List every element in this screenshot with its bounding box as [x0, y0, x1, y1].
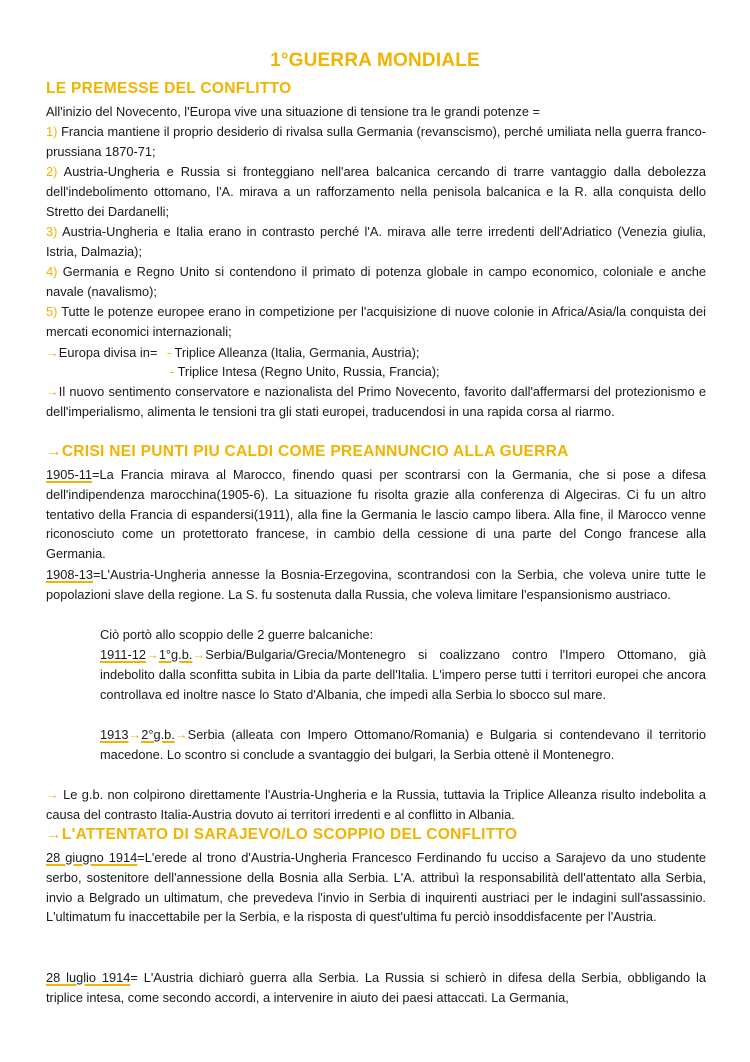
list-item [46, 122, 706, 162]
section-heading-premesse: LE PREMESSE DEL CONFLITTO [46, 80, 292, 97]
arrow-icon: → [128, 727, 142, 742]
war-label: 1°g.b. [158, 647, 193, 662]
section1-conclusion [46, 382, 706, 422]
balkan-war-2 [100, 725, 706, 765]
europa-label: Europa divisa in= [58, 345, 158, 360]
event-28-luglio-1914 [46, 968, 706, 1008]
list-text: Austria-Ungheria e Russia si fronteggiano nell'area balcanica cercando di trarre vantaggio dalla debolezza dell'indebolimento ottomano, l'A. mirava a un rafforzamento nella penisola balcanica e la R. alla conquista dello Stretto dei Dardanelli; [46, 164, 706, 219]
list-item [46, 262, 706, 302]
event-date: 1911-12 [100, 647, 147, 662]
list-text: Germania e Regno Unito si contendono il primato di potenza globale in campo economico, coloniale e anche navale (navalismo); [46, 264, 706, 299]
heading-text: L'ATTENTATO DI SARAJEVO/LO SCOPPIO DEL CONFLITTO [61, 826, 518, 843]
list-text: Tutte le potenze europee erano in competizione per l'acquisizione di nuove colonie in Africa/Asia/la conquista dei mercati economici internazionali; [46, 304, 707, 339]
alliance-2: Triplice Intesa (Regno Unito, Russia, Francia); [177, 364, 440, 379]
balkan-war-1 [100, 645, 706, 704]
event-28-giugno-1914 [46, 848, 706, 927]
event-date: 1908-13 [46, 567, 93, 582]
section2-conclusion [46, 785, 706, 825]
event-date: 1913 [100, 727, 129, 742]
event-date: 1905-11 [46, 467, 93, 482]
list-number: 3) [46, 224, 58, 239]
event-text: =L'erede al trono d'Austria-Ungheria Francesco Ferdinando fu ucciso a Sarajevo da uno studente serbo, sostenitore dell'annessione della Bosnia alla Serbia. L'A. attribuì la responsabilità dell'attentato alla Serbia, invio a Belgrado un ultimatum, che prevedeva l'invio in Serbia di inquirenti austriaci per le indagini sull'assassinio. L'ultimatum fu inaccettabile per la Serbia, e la risposta di quest'ultima fu perciò insoddisfacente per l'Austria. [46, 850, 706, 925]
intro-paragraph: All'inizio del Novecento, l'Europa vive una situazione di tensione tra le grandi potenze = [46, 104, 540, 119]
dash: - [166, 345, 172, 360]
europa-divisa-line [46, 343, 706, 363]
arrow-icon: → [46, 443, 62, 460]
war-label: 2°g.b. [141, 727, 175, 742]
event-text: = L'Austria dichiarò guerra alla Serbia. La Russia si schierò in difesa della Serbia, obbligando la triplice intesa, come secondo accordi, a intervenire in aiuto dei paesi attaccati. La Germania, [46, 970, 706, 1005]
event-text: =L'Austria-Ungheria annesse la Bosnia-Erzegovina, scontrandosi con la Serbia, che voleva unire tutte le popolazioni slave della regione. La S. fu sostenuta dalla Russia, che voleva limitare l'espansionismo austriaco. [46, 567, 706, 602]
event-date: 28 giugno 1914 [46, 850, 138, 865]
arrow-icon: → [174, 727, 188, 742]
arrow-icon: → [46, 345, 59, 360]
event-text: Serbia (alleata con Impero Ottomano/Romania) e Bulgaria si contendevano il territorio macedone. Lo scontro si conclude a svantaggio dei bulgari, la Serbia ottenè il Montenegro. [100, 727, 706, 762]
alliance-2-line [170, 362, 670, 382]
list-text: Austria-Ungheria e Italia erano in contrasto perché l'A. mirava alle terre irredenti dell'Adriatico (Venezia giulia, Istria, Dalmazia); [46, 224, 706, 259]
section-heading-crisi [46, 443, 569, 461]
arrow-icon: → [146, 647, 159, 662]
event-date: 28 luglio 1914 [46, 970, 131, 985]
balkan-wars-intro: Ciò portò allo scoppio delle 2 guerre balcaniche: [100, 627, 374, 642]
list-number: 5) [46, 304, 58, 319]
alliance-1: Triplice Alleanza (Italia, Germania, Austria); [174, 345, 420, 360]
event-text: =La Francia mirava al Marocco, finendo quasi per scontrarsi con la Germania, che si pose a difesa dell'indipendenza marocchina(1905-6). La situazione fu risolta grazie alla conferenza di Algeciras. Ci fu un altro tentativo della Francia di espandersi(1911), alla fine la Germania le lascio campo libera. Alla fine, il Marocco venne riconosciuto come un protettorato francese, in cambio della cessione di una parte del Congo francese alla Germania. [46, 467, 706, 562]
arrow-icon: → [46, 826, 62, 843]
heading-text: CRISI NEI PUNTI PIU CALDI COME PREANNUNCIO ALLA GUERRA [61, 443, 569, 460]
list-number: 2) [46, 164, 58, 179]
list-text: Francia mantiene il proprio desiderio di rivalsa sulla Germania (revanscismo), perché umiliata nella guerra franco-prussiana 1870-71; [46, 124, 707, 159]
event-text: Serbia/Bulgaria/Grecia/Montenegro si coalizzano contro l'Impero Ottomano, già indebolito dalla sconfitta subita in Libia da parte dell'Italia. L'impero perse tutti i territori europei che ancora controllava ed inoltre nasce lo Stato d'Albania, che impedì alla Serbia lo sbocco sul mare. [100, 647, 706, 702]
dash: - [170, 364, 175, 379]
list-item [46, 222, 706, 262]
list-number: 4) [46, 264, 58, 279]
arrow-icon: → [46, 384, 59, 399]
conclusion-text: Il nuovo sentimento conservatore e nazionalista del Primo Novecento, favorito dall'affermarsi del protezionismo e dell'imperialismo, alimenta le tensioni tra gli stati europei, traducendosi in una rapida corsa al riarmo. [46, 384, 706, 419]
page-title: 1°GUERRA MONDIALE [270, 50, 480, 71]
list-number: 1) [46, 124, 58, 139]
event-1905-11 [46, 465, 706, 564]
arrow-icon: → [192, 647, 206, 662]
section-heading-sarajevo [46, 826, 517, 844]
event-1908-13 [46, 565, 706, 605]
conclusion-text: Le g.b. non colpirono direttamente l'Austria-Ungheria e la Russia, tuttavia la Triplice Alleanza risulto indebolita a causa del contrasto Italia-Austria dovuto ai territori irredenti e al conflitto in Albania. [46, 787, 706, 822]
list-item [46, 302, 706, 342]
arrow-icon: → [46, 787, 59, 802]
list-item [46, 162, 706, 221]
